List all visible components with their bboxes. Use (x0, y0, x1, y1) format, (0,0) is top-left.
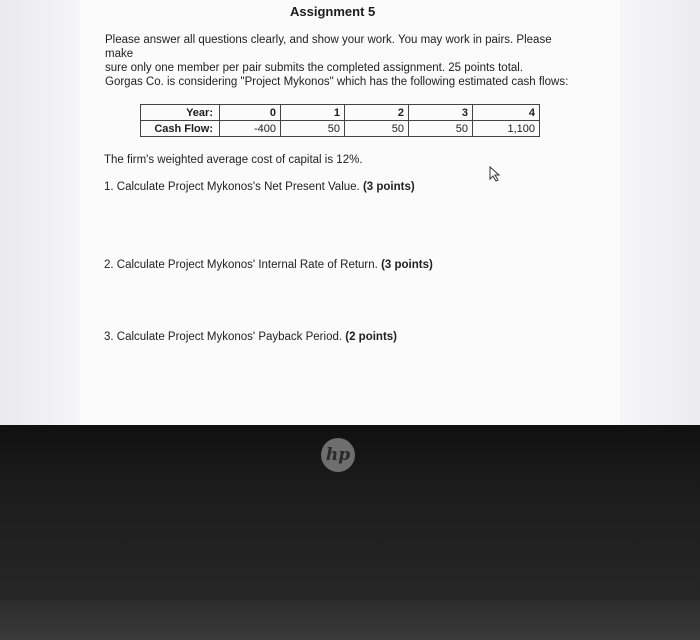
year-cell: 2 (345, 105, 409, 121)
year-label: Year: (141, 105, 220, 121)
year-cell: 4 (473, 105, 540, 121)
year-cell: 1 (281, 105, 345, 121)
question-text: 2. Calculate Project Mykonos' Internal Rate of Return. (104, 259, 378, 271)
cash-flow-table (140, 104, 540, 137)
question-points: (3 points) (362, 181, 415, 193)
question-text: 1. Calculate Project Mykonos's Net Present Value. (104, 181, 360, 193)
mouse-cursor-icon (488, 166, 502, 182)
table-row (141, 105, 540, 121)
question-2 (104, 259, 433, 271)
instructions-text (105, 33, 580, 75)
question-text: 3. Calculate Project Mykonos' Payback Period. (104, 331, 343, 343)
question-1 (104, 181, 415, 193)
instructions-line-1: Please answer all questions clearly, and show your work. You may work in pairs. Please make (105, 34, 552, 60)
table-row (141, 121, 540, 137)
cash-flow-cell: 50 (409, 121, 473, 137)
question-points: (2 points) (345, 331, 398, 343)
hp-logo: hp (321, 438, 355, 472)
page-title: Assignment 5 (290, 4, 376, 19)
instructions-line-2: sure only one member per pair submits the completed assignment. 25 points total. (105, 62, 524, 74)
question-3 (104, 331, 397, 343)
question-points: (3 points) (381, 259, 433, 271)
cash-flow-cell: 50 (345, 121, 409, 137)
intro-text: Gorgas Co. is considering "Project Mykonos" which has the following estimated cash flows: (105, 76, 569, 88)
year-cell: 3 (409, 105, 473, 121)
cash-flow-cell: 1,100 (473, 121, 540, 137)
wacc-text: The firm's weighted average cost of capital is 12%. (104, 154, 363, 166)
cash-flow-cell: 50 (281, 121, 345, 137)
cash-flow-cell: -400 (220, 121, 281, 137)
cash-flow-label: Cash Flow: (141, 121, 220, 137)
year-cell: 0 (220, 105, 281, 121)
laptop-hinge (0, 600, 700, 640)
